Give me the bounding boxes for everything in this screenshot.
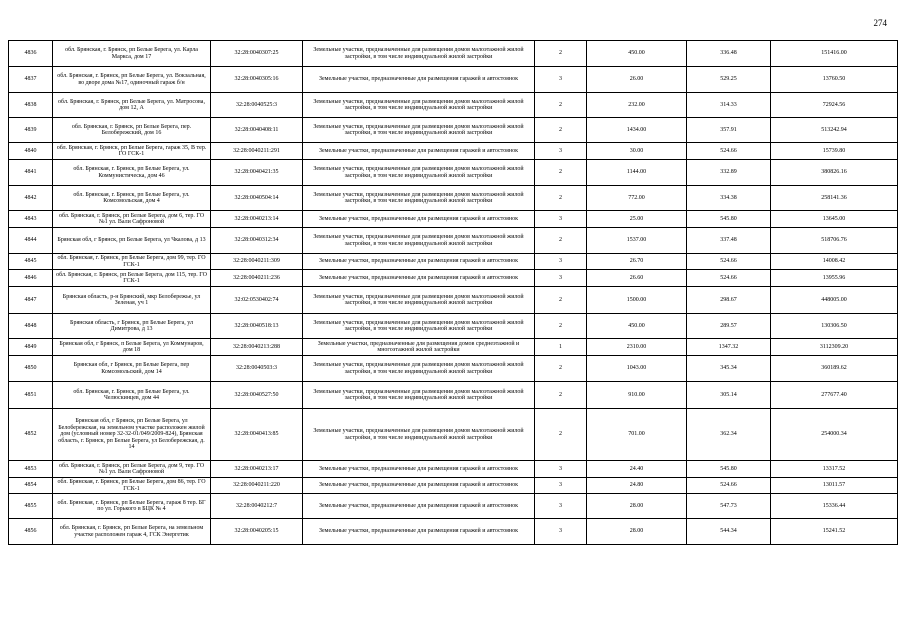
registry-table	[8, 40, 898, 545]
area-cell: 24.80	[587, 478, 687, 494]
address-cell: обл. Брянская, г. Брянск, рп Белые Берега, дом 86, тер. ГО ГСК-1	[53, 478, 211, 494]
land-use-cell: Земельные участки, предназначенные для размещения домов малоэтажной жилой застройки, в том числе индивидуальной жилой застройки	[303, 186, 535, 211]
cadastral-cost-cell: 15241.52	[771, 519, 898, 545]
address-cell: обл. Брянская, г. Брянск, рп Белые Берега, гараж 35, В тер. ГО ГСК-1	[53, 143, 211, 160]
cadastral-cost-cell: 13645.00	[771, 211, 898, 228]
specific-value-cell: 545.80	[687, 211, 771, 228]
cadastral-number-cell: 32:28:0040525:3	[211, 93, 303, 118]
address-cell: Брянская обл, г Брянск, рп Белые Берега, ул Чкалова, д 13	[53, 228, 211, 254]
table-row	[9, 41, 898, 67]
cadastral-cost-cell: 14008.42	[771, 254, 898, 270]
row-number-cell: 4855	[9, 494, 53, 519]
category-cell: 3	[535, 211, 587, 228]
category-cell: 2	[535, 356, 587, 382]
cadastral-cost-cell: 151416.00	[771, 41, 898, 67]
category-cell: 3	[535, 67, 587, 93]
table-row	[9, 270, 898, 287]
address-cell: Брянская обл, г Брянск, п Белые Берега, ул Коммунаров, дом 18	[53, 339, 211, 356]
specific-value-cell: 336.48	[687, 41, 771, 67]
cadastral-number-cell: 32:02:0530402:74	[211, 287, 303, 314]
cadastral-number-cell: 32:28:0040307:25	[211, 41, 303, 67]
specific-value-cell: 305.14	[687, 382, 771, 409]
category-cell: 3	[535, 494, 587, 519]
cadastral-cost-cell: 448005.00	[771, 287, 898, 314]
table-row	[9, 186, 898, 211]
row-number-cell: 4839	[9, 118, 53, 143]
address-cell: обл. Брянская, г. Брянск, рп Белые Берега, дом 9, тер. ГО №1 ул. Вали Сафроновой	[53, 461, 211, 478]
category-cell: 2	[535, 186, 587, 211]
cadastral-cost-cell: 13011.57	[771, 478, 898, 494]
land-use-cell: Земельные участки, предназначенные для размещения гаражей и автостоянок	[303, 211, 535, 228]
category-cell: 3	[535, 519, 587, 545]
land-use-cell: Земельные участки, предназначенные для размещения домов малоэтажной жилой застройки, в том числе индивидуальной жилой застройки	[303, 287, 535, 314]
land-use-cell: Земельные участки, предназначенные для размещения домов малоэтажной жилой застройки, в том числе индивидуальной жилой застройки	[303, 41, 535, 67]
cadastral-cost-cell: 13955.96	[771, 270, 898, 287]
area-cell: 26.70	[587, 254, 687, 270]
category-cell: 2	[535, 93, 587, 118]
row-number-cell: 4848	[9, 314, 53, 339]
category-cell: 2	[535, 160, 587, 186]
land-use-cell: Земельные участки, предназначенные для размещения домов малоэтажной жилой застройки, в том числе индивидуальной жилой застройки	[303, 356, 535, 382]
land-use-cell: Земельные участки, предназначенные для размещения гаражей и автостоянок	[303, 494, 535, 519]
cadastral-number-cell: 32:28:0040211:309	[211, 254, 303, 270]
cadastral-cost-cell: 258141.36	[771, 186, 898, 211]
area-cell: 25.00	[587, 211, 687, 228]
row-number-cell: 4852	[9, 409, 53, 461]
row-number-cell: 4846	[9, 270, 53, 287]
row-number-cell: 4851	[9, 382, 53, 409]
land-use-cell: Земельные участки, предназначенные для размещения домов малоэтажной жилой застройки, в том числе индивидуальной жилой застройки	[303, 314, 535, 339]
specific-value-cell: 289.57	[687, 314, 771, 339]
cadastral-number-cell: 32:28:0040211:220	[211, 478, 303, 494]
table-row	[9, 211, 898, 228]
area-cell: 1144.00	[587, 160, 687, 186]
table-row	[9, 93, 898, 118]
address-cell: обл. Брянская, г. Брянск, рп Белые Берега, ул. Челюскинцев, дом 44	[53, 382, 211, 409]
table-row	[9, 494, 898, 519]
area-cell: 28.00	[587, 519, 687, 545]
specific-value-cell: 345.34	[687, 356, 771, 382]
address-cell: обл. Брянская, г. Брянск, рп Белые Берега, дом 115, тер. ГО ГСК-1	[53, 270, 211, 287]
specific-value-cell: 362.34	[687, 409, 771, 461]
row-number-cell: 4840	[9, 143, 53, 160]
table-row	[9, 461, 898, 478]
table-row	[9, 519, 898, 545]
area-cell: 2310.00	[587, 339, 687, 356]
land-use-cell: Земельные участки, предназначенные для размещения домов малоэтажной жилой застройки, в том числе индивидуальной жилой застройки	[303, 118, 535, 143]
table-row	[9, 143, 898, 160]
category-cell: 3	[535, 143, 587, 160]
land-use-cell: Земельные участки, предназначенные для размещения гаражей и автостоянок	[303, 461, 535, 478]
table-row	[9, 478, 898, 494]
row-number-cell: 4854	[9, 478, 53, 494]
specific-value-cell: 529.25	[687, 67, 771, 93]
row-number-cell: 4841	[9, 160, 53, 186]
row-number-cell: 4847	[9, 287, 53, 314]
category-cell: 2	[535, 118, 587, 143]
area-cell: 26.00	[587, 67, 687, 93]
row-number-cell: 4853	[9, 461, 53, 478]
row-number-cell: 4844	[9, 228, 53, 254]
cadastral-number-cell: 32:28:0040305:16	[211, 67, 303, 93]
cadastral-cost-cell: 277677.40	[771, 382, 898, 409]
row-number-cell: 4843	[9, 211, 53, 228]
address-cell: обл. Брянская, г. Брянск, рп Белые Берега, ул. Матросова, дом 12, А	[53, 93, 211, 118]
cadastral-cost-cell: 15336.44	[771, 494, 898, 519]
land-use-cell: Земельные участки, предназначенные для размещения гаражей и автостоянок	[303, 270, 535, 287]
specific-value-cell: 524.66	[687, 270, 771, 287]
land-use-cell: Земельные участки, предназначенные для размещения домов малоэтажной жилой застройки, в том числе индивидуальной жилой застройки	[303, 382, 535, 409]
cadastral-cost-cell: 3112309.20	[771, 339, 898, 356]
cadastral-number-cell: 32:28:0040503:3	[211, 356, 303, 382]
area-cell: 232.00	[587, 93, 687, 118]
cadastral-number-cell: 32:28:0040213:14	[211, 211, 303, 228]
area-cell: 910.00	[587, 382, 687, 409]
row-number-cell: 4838	[9, 93, 53, 118]
cadastral-number-cell: 32:28:0040312:34	[211, 228, 303, 254]
address-cell: Брянская обл, г Брянск, рп Белые Берега, пер Комсомольский, дом 14	[53, 356, 211, 382]
category-cell: 2	[535, 382, 587, 409]
land-use-cell: Земельные участки, предназначенные для размещения домов среднеэтажной и многоэтажной жилой застройки	[303, 339, 535, 356]
cadastral-number-cell: 32:28:0040213:17	[211, 461, 303, 478]
area-cell: 1434.00	[587, 118, 687, 143]
address-cell: обл. Брянская, г. Брянск, рп Белые Берега, гараж 8 тер. БГ по ул. Горького в БЦК № 4	[53, 494, 211, 519]
area-cell: 1500.00	[587, 287, 687, 314]
cadastral-cost-cell: 13760.50	[771, 67, 898, 93]
table-row	[9, 254, 898, 270]
specific-value-cell: 314.33	[687, 93, 771, 118]
cadastral-cost-cell: 72924.56	[771, 93, 898, 118]
area-cell: 28.00	[587, 494, 687, 519]
cadastral-cost-cell: 360189.62	[771, 356, 898, 382]
land-use-cell: Земельные участки, предназначенные для размещения гаражей и автостоянок	[303, 519, 535, 545]
specific-value-cell: 544.34	[687, 519, 771, 545]
category-cell: 1	[535, 339, 587, 356]
area-cell: 772.00	[587, 186, 687, 211]
cadastral-number-cell: 32:28:0040408:11	[211, 118, 303, 143]
area-cell: 1537.00	[587, 228, 687, 254]
address-cell: обл. Брянская, г. Брянск, рп Белые Берега, ул. Коммунистическа, дом 46	[53, 160, 211, 186]
category-cell: 3	[535, 461, 587, 478]
category-cell: 2	[535, 41, 587, 67]
land-use-cell: Земельные участки, предназначенные для размещения гаражей и автостоянок	[303, 67, 535, 93]
area-cell: 701.00	[587, 409, 687, 461]
area-cell: 24.40	[587, 461, 687, 478]
specific-value-cell: 547.73	[687, 494, 771, 519]
cadastral-number-cell: 32:28:0040421:35	[211, 160, 303, 186]
table-row	[9, 314, 898, 339]
cadastral-number-cell: 32:28:0040213:288	[211, 339, 303, 356]
table-row	[9, 118, 898, 143]
address-cell: Брянская область, р-н Брянский, мкр Белобережье, ул Зеленая, уч 1	[53, 287, 211, 314]
cadastral-number-cell: 32:28:0040527:50	[211, 382, 303, 409]
cadastral-cost-cell: 15739.80	[771, 143, 898, 160]
cadastral-number-cell: 32:28:0040205:15	[211, 519, 303, 545]
table-row	[9, 160, 898, 186]
category-cell: 2	[535, 287, 587, 314]
page-number: 274	[873, 18, 887, 28]
address-cell: обл. Брянская, г. Брянск, рп Белые Берега, дом 99, тер. ГО ГСК-1	[53, 254, 211, 270]
cadastral-number-cell: 32:28:0040413:85	[211, 409, 303, 461]
address-cell: обл. Брянская, г. Брянск, рп Белые Берега, дом 6, тер. ГО №1 ул. Вали Сафроновой	[53, 211, 211, 228]
cadastral-number-cell: 32:28:0040212:7	[211, 494, 303, 519]
cadastral-cost-cell: 130306.50	[771, 314, 898, 339]
row-number-cell: 4849	[9, 339, 53, 356]
category-cell: 2	[535, 228, 587, 254]
address-cell: Брянская обл, г Брянск, рп Белые Берега, ул Белобережская, на земельном участке расположен жилой дом (условный номер 32-32-01/049/2009-824), Брянская область, г. Брянск, рп Белые Берега, ул Белобережская, д. 14	[53, 409, 211, 461]
table-row	[9, 287, 898, 314]
land-use-cell: Земельные участки, предназначенные для размещения домов малоэтажной жилой застройки, в том числе индивидуальной жилой застройки	[303, 160, 535, 186]
specific-value-cell: 545.80	[687, 461, 771, 478]
specific-value-cell: 524.66	[687, 254, 771, 270]
category-cell: 3	[535, 270, 587, 287]
specific-value-cell: 524.66	[687, 143, 771, 160]
area-cell: 26.60	[587, 270, 687, 287]
cadastral-cost-cell: 13317.52	[771, 461, 898, 478]
table-row	[9, 356, 898, 382]
row-number-cell: 4842	[9, 186, 53, 211]
specific-value-cell: 337.48	[687, 228, 771, 254]
land-use-cell: Земельные участки, предназначенные для размещения домов малоэтажной жилой застройки, в том числе индивидуальной жилой застройки	[303, 93, 535, 118]
area-cell: 1043.00	[587, 356, 687, 382]
cadastral-number-cell: 32:28:0040211:236	[211, 270, 303, 287]
row-number-cell: 4850	[9, 356, 53, 382]
specific-value-cell: 524.66	[687, 478, 771, 494]
cadastral-cost-cell: 380826.16	[771, 160, 898, 186]
land-use-cell: Земельные участки, предназначенные для размещения гаражей и автостоянок	[303, 143, 535, 160]
land-use-cell: Земельные участки, предназначенные для размещения домов малоэтажной жилой застройки, в том числе индивидуальной жилой застройки	[303, 228, 535, 254]
address-cell: обл. Брянская, г. Брянск, рп Белые Берега, ул. Вокзальная, во дворе дома №17, одиночный гараж б/н	[53, 67, 211, 93]
cadastral-number-cell: 32:28:0040211:291	[211, 143, 303, 160]
land-use-cell: Земельные участки, предназначенные для размещения гаражей и автостоянок	[303, 478, 535, 494]
specific-value-cell: 334.38	[687, 186, 771, 211]
area-cell: 450.00	[587, 314, 687, 339]
table-row	[9, 339, 898, 356]
table-row	[9, 382, 898, 409]
row-number-cell: 4845	[9, 254, 53, 270]
specific-value-cell: 1347.32	[687, 339, 771, 356]
cadastral-cost-cell: 254000.34	[771, 409, 898, 461]
cadastral-cost-cell: 518706.76	[771, 228, 898, 254]
category-cell: 2	[535, 409, 587, 461]
cadastral-number-cell: 32:28:0040504:14	[211, 186, 303, 211]
table-row	[9, 67, 898, 93]
category-cell: 3	[535, 478, 587, 494]
area-cell: 30.00	[587, 143, 687, 160]
specific-value-cell: 332.89	[687, 160, 771, 186]
row-number-cell: 4836	[9, 41, 53, 67]
category-cell: 2	[535, 314, 587, 339]
row-number-cell: 4856	[9, 519, 53, 545]
table-row	[9, 409, 898, 461]
specific-value-cell: 357.91	[687, 118, 771, 143]
specific-value-cell: 298.67	[687, 287, 771, 314]
land-use-cell: Земельные участки, предназначенные для размещения домов малоэтажной жилой застройки, в том числе индивидуальной жилой застройки	[303, 409, 535, 461]
category-cell: 3	[535, 254, 587, 270]
address-cell: обл. Брянская, г. Брянск, рп Белые Берега, ул. Карла Маркса, дом 17	[53, 41, 211, 67]
area-cell: 450.00	[587, 41, 687, 67]
cadastral-number-cell: 32:28:0040518:13	[211, 314, 303, 339]
address-cell: Брянская область, г Брянск, рп Белые Берега, ул Димитрова, д 13	[53, 314, 211, 339]
land-use-cell: Земельные участки, предназначенные для размещения гаражей и автостоянок	[303, 254, 535, 270]
row-number-cell: 4837	[9, 67, 53, 93]
address-cell: обл. Брянская, г. Брянск, рп Белые Берега, пер. Белобережский, дом 16	[53, 118, 211, 143]
table-row	[9, 228, 898, 254]
address-cell: обл. Брянская, г. Брянск, рп Белые Берега, на земельном участке расположен гараж 4, ГСК Энергетик	[53, 519, 211, 545]
address-cell: обл. Брянская, г. Брянск, рп Белые Берега, ул. Комсомольская, дом 4	[53, 186, 211, 211]
cadastral-cost-cell: 513242.94	[771, 118, 898, 143]
